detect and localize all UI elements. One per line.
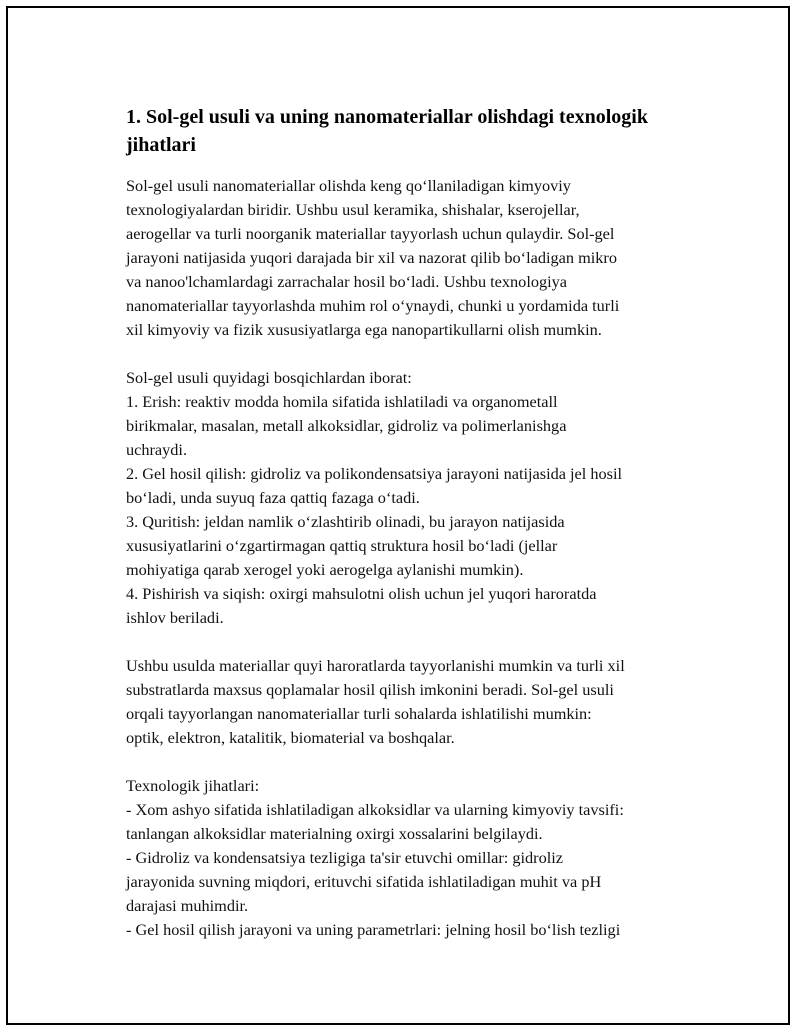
applications-paragraph <box>126 654 696 750</box>
technological-aspects-paragraph <box>126 774 696 942</box>
text-line: tanlangan alkoksidlar materialning oxirgi xossalarini belgilaydi. <box>126 824 543 843</box>
text-line: mohiyatiga qarab xerogel yoki aerogelga aylanishi mumkin). <box>126 560 524 579</box>
text-line: orqali tayyorlangan nanomateriallar turli sohalarda ishlatilishi mumkin: <box>126 704 592 723</box>
document-body <box>126 103 696 966</box>
text-line: bo‘ladi, unda suyuq faza qattiq fazaga o‘tadi. <box>126 488 420 507</box>
text-line: - Xom ashyo sifatida ishlatiladigan alkoksidlar va ularning kimyoviy tavsifi: <box>126 800 624 819</box>
title-line: 1. Sol-gel usuli va uning nanomateriallar olishdagi texnologik <box>126 106 648 128</box>
text-line: uchraydi. <box>126 440 188 459</box>
text-line: ishlov beriladi. <box>126 608 224 627</box>
text-line: Texnologik jihatlari: <box>126 776 260 795</box>
page-frame <box>6 6 790 1025</box>
text-line: jarayoni natijasida yuqori darajada bir xil va nazorat qilib bo‘ladigan mikro <box>126 248 617 267</box>
text-line: substratlarda maxsus qoplamalar hosil qilish imkonini beradi. Sol-gel usuli <box>126 680 614 699</box>
text-line: jarayonida suvning miqdori, erituvchi sifatida ishlatiladigan muhit va pH <box>126 872 602 891</box>
intro-paragraph <box>126 174 696 342</box>
section-title <box>126 103 696 159</box>
text-line: Sol-gel usuli nanomateriallar olishda keng qo‘llaniladigan kimyoviy <box>126 176 571 195</box>
stages-paragraph <box>126 366 696 630</box>
text-line: va nanoo'lchamlardagi zarrachalar hosil bo‘ladi. Ushbu texnologiya <box>126 272 568 291</box>
text-line: texnologiyalardan biridir. Ushbu usul keramika, shishalar, kserojellar, <box>126 200 580 219</box>
text-line: Sol-gel usuli quyidagi bosqichlardan iborat: <box>126 368 412 387</box>
text-line: optik, elektron, katalitik, biomaterial va boshqalar. <box>126 728 455 747</box>
title-line: jihatlari <box>126 134 196 156</box>
text-line: Ushbu usulda materiallar quyi haroratlarda tayyorlanishi mumkin va turli xil <box>126 656 625 675</box>
text-line: 4. Pishirish va siqish: oxirgi mahsulotni olish uchun jel yuqori haroratda <box>126 584 597 603</box>
text-line: xususiyatlarini o‘zgartirmagan qattiq struktura hosil bo‘ladi (jellar <box>126 536 558 555</box>
text-line: - Gidroliz va kondensatsiya tezligiga ta'sir etuvchi omillar: gidroliz <box>126 848 563 867</box>
text-line: xil kimyoviy va fizik xususiyatlarga ega nanopartikullarni olish mumkin. <box>126 320 602 339</box>
text-line: 3. Quritish: jeldan namlik o‘zlashtirib olinadi, bu jarayon natijasida <box>126 512 565 531</box>
text-line: nanomateriallar tayyorlashda muhim rol o‘ynaydi, chunki u yordamida turli <box>126 296 620 315</box>
text-line: birikmalar, masalan, metall alkoksidlar, gidroliz va polimerlanishga <box>126 416 567 435</box>
text-line: darajasi muhimdir. <box>126 896 249 915</box>
text-line: aerogellar va turli noorganik materiallar tayyorlash uchun qulaydir. Sol-gel <box>126 224 615 243</box>
text-line: - Gel hosil qilish jarayoni va uning parametrlari: jelning hosil bo‘lish tezligi <box>126 920 621 939</box>
text-line: 2. Gel hosil qilish: gidroliz va polikondensatsiya jarayoni natijasida jel hosil <box>126 464 623 483</box>
text-line: 1. Erish: reaktiv modda homila sifatida ishlatiladi va organometall <box>126 392 558 411</box>
